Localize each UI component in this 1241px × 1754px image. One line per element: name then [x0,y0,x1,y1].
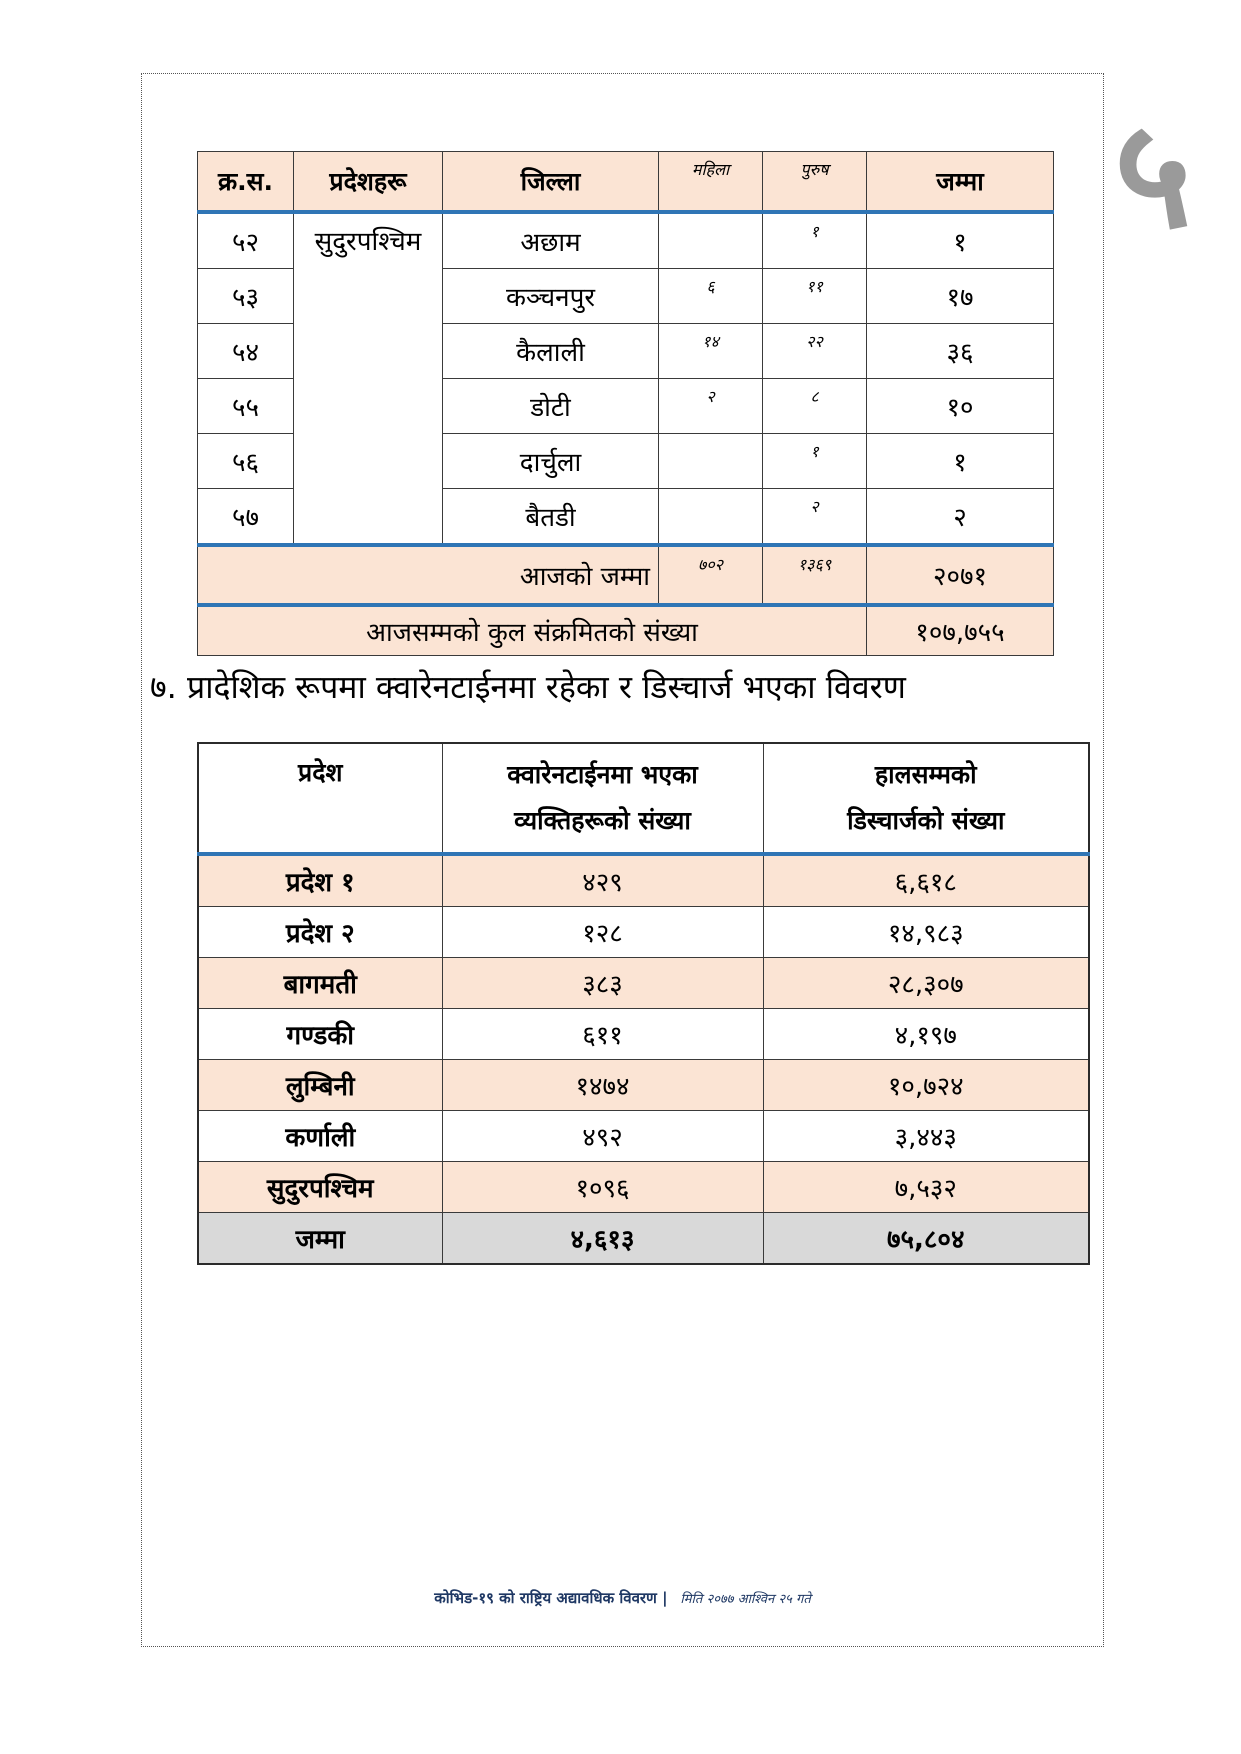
today-total-row [198,545,1054,605]
cell-province: कर्णाली [198,1111,442,1162]
cell-male: १ [763,212,867,269]
cell-male: २२ [763,324,867,379]
cell-female [659,434,763,489]
cell-sn: ५५ [198,379,294,434]
total-discharge: ७५,८०४ [763,1213,1089,1265]
cell-male: २ [763,489,867,546]
header-total: जम्मा [867,152,1054,213]
cell-total: ३६ [867,324,1054,379]
header-discharge [763,743,1089,854]
header-discharge-line2: डिस्चार्जको संख्या [847,806,1005,835]
cell-province: बागमती [198,958,442,1009]
table-row [198,958,1089,1009]
cell-sn: ५४ [198,324,294,379]
header-district: जिल्ला [443,152,659,213]
today-total-label: आजको जम्मा [198,545,659,605]
cell-discharge: २८,३०७ [763,958,1089,1009]
cell-sn: ५३ [198,269,294,324]
today-total-value: २०७१ [867,545,1054,605]
table-header-row [198,743,1089,854]
cell-district: कञ्चनपुर [443,269,659,324]
cumulative-label: आजसम्मको कुल संक्रमितको संख्या [198,605,867,656]
cell-male: ११ [763,269,867,324]
cell-quarantine: ४२९ [442,854,763,907]
cell-district: अछाम [443,212,659,269]
cell-district: कैलाली [443,324,659,379]
header-sn: क्र.स. [198,152,294,213]
table-row [198,854,1089,907]
cell-sn: ५२ [198,212,294,269]
footer-date: मिति २०७७ आश्विन २५ गते [680,1592,811,1607]
header-male: पुरुष [763,152,867,213]
table-row [198,1111,1089,1162]
header-female: महिला [659,152,763,213]
cell-district: दार्चुला [443,434,659,489]
cell-province: प्रदेश १ [198,854,442,907]
table-row [198,212,1054,269]
header-province: प्रदेशहरू [294,152,443,213]
cell-discharge: १०,७२४ [763,1060,1089,1111]
cell-total: १० [867,379,1054,434]
cell-discharge: ६,६१८ [763,854,1089,907]
today-total-female: ७०२ [659,545,763,605]
cell-province: लुम्बिनी [198,1060,442,1111]
cell-male: १ [763,434,867,489]
cell-discharge: ४,१९७ [763,1009,1089,1060]
cell-total: २ [867,489,1054,546]
header-province: प्रदेश [198,743,442,854]
table-row [198,1060,1089,1111]
cell-discharge: १४,९८३ [763,907,1089,958]
cell-male: ८ [763,379,867,434]
quarantine-discharge-table [197,742,1090,1265]
cell-province: सुदुरपश्चिम [294,212,443,545]
section-heading: ७. प्रादेशिक रूपमा क्वारेनटाईनमा रहेका र डिस्चार्ज भएका विवरण [150,668,906,706]
cell-sn: ५७ [198,489,294,546]
cell-female: १४ [659,324,763,379]
cell-quarantine: ३८३ [442,958,763,1009]
table-row [198,907,1089,958]
cell-quarantine: ६११ [442,1009,763,1060]
cell-quarantine: १०९६ [442,1162,763,1213]
cell-discharge: ३,४४३ [763,1111,1089,1162]
table-header-row [198,152,1054,213]
today-total-male: १३६९ [763,545,867,605]
cell-total: १७ [867,269,1054,324]
cell-quarantine: ४९२ [442,1111,763,1162]
cell-province: सुदुरपश्चिम [198,1162,442,1213]
cell-province: गण्डकी [198,1009,442,1060]
cell-female [659,489,763,546]
total-label: जम्मा [198,1213,442,1265]
total-row [198,1213,1089,1265]
cell-total: १ [867,434,1054,489]
table-row [198,1009,1089,1060]
cell-province: प्रदेश २ [198,907,442,958]
page-number: ५ [1113,88,1192,262]
cell-female: ६ [659,269,763,324]
cumulative-value: १०७,७५५ [867,605,1054,656]
header-discharge-line1: हालसम्मको [874,760,977,789]
table-row [198,1162,1089,1213]
district-cases-table [197,151,1054,656]
cell-discharge: ७,५३२ [763,1162,1089,1213]
page-footer [141,1588,1104,1608]
cumulative-row [198,605,1054,656]
cell-sn: ५६ [198,434,294,489]
cell-quarantine: १२८ [442,907,763,958]
cell-district: बैतडी [443,489,659,546]
header-quarantine-line2: व्यक्तिहरूको संख्या [514,806,691,835]
header-quarantine [442,743,763,854]
cell-district: डोटी [443,379,659,434]
cell-total: १ [867,212,1054,269]
cell-quarantine: १४७४ [442,1060,763,1111]
footer-title: कोभिड-१९ को राष्ट्रिय अद्यावधिक विवरण | [434,1589,668,1607]
header-quarantine-line1: क्वारेनटाईनमा भएका [507,760,698,789]
total-quarantine: ४,६१३ [442,1213,763,1265]
cell-female [659,212,763,269]
cell-female: २ [659,379,763,434]
